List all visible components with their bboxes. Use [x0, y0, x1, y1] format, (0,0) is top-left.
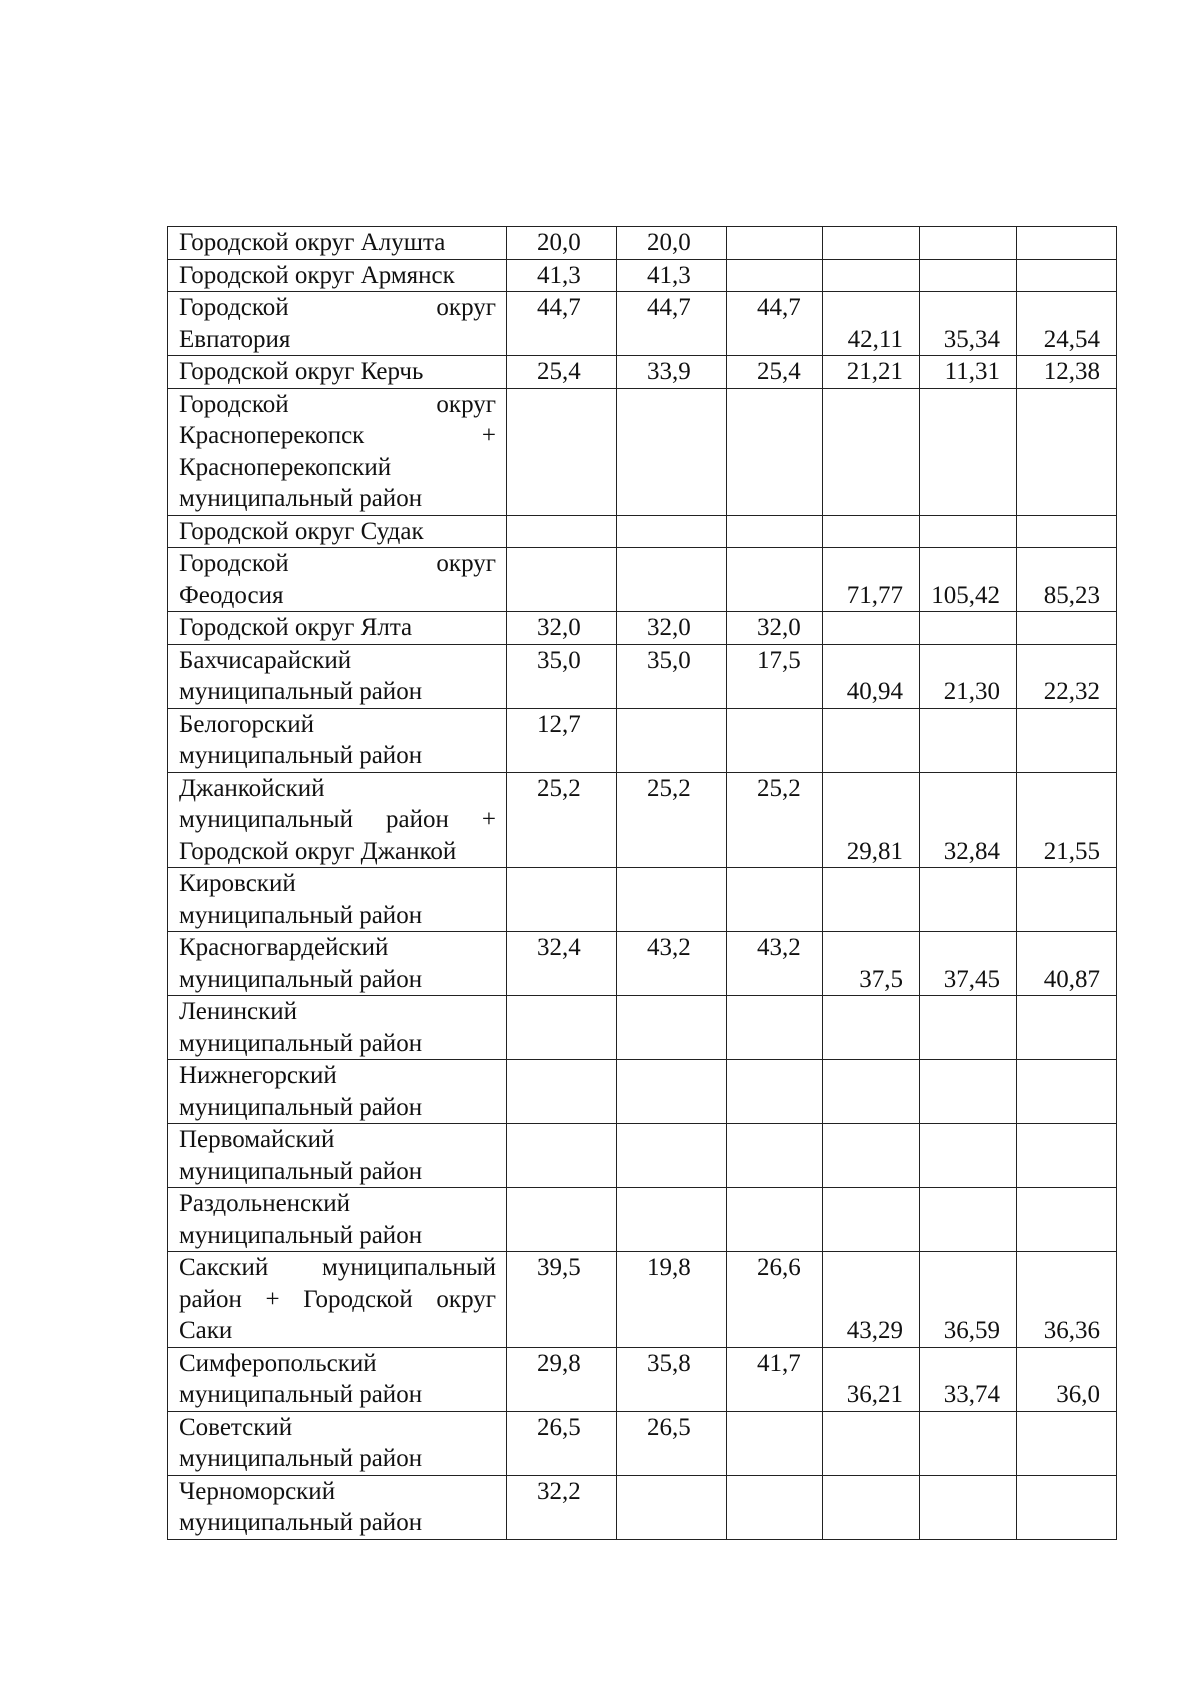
- value-cell-c5: [920, 996, 1017, 1060]
- value-cell-c5: [920, 515, 1017, 548]
- value-cell-c6: [1017, 259, 1117, 292]
- district-name-line: Кировский: [179, 870, 296, 897]
- district-name-line: муниципальный район: [179, 965, 423, 993]
- value-text: 43,29: [846, 1317, 903, 1344]
- table-row: [168, 1060, 1117, 1124]
- district-name-cell: [168, 388, 507, 515]
- district-name-line: район + Городской округ: [179, 1285, 496, 1313]
- value-text: 44,7: [757, 294, 801, 321]
- value-cell-c6: [1017, 1188, 1117, 1252]
- value-cell-c5: [920, 227, 1017, 260]
- district-name-line: Бахчисарайский: [179, 646, 352, 674]
- value-text: 36,59: [943, 1317, 1000, 1344]
- value-cell-c4: [823, 996, 920, 1060]
- value-text: 41,3: [537, 261, 581, 289]
- value-cell-c4: [823, 772, 920, 868]
- value-cell-c4: [823, 1347, 920, 1411]
- district-name-line: Городской округ Джанкой: [179, 837, 457, 865]
- value-cell-c4: [823, 356, 920, 389]
- value-cell-c1: [507, 644, 617, 708]
- value-text: 37,45: [943, 965, 1000, 993]
- value-cell-c4: [823, 612, 920, 645]
- table-row: [168, 548, 1117, 612]
- value-cell-c2: [617, 515, 727, 548]
- value-text: 40,94: [846, 678, 903, 705]
- value-cell-c1: [507, 612, 617, 645]
- district-name-cell: [168, 1124, 507, 1188]
- value-cell-c5: [920, 708, 1017, 772]
- district-name-line: Саки: [179, 1317, 233, 1344]
- district-name-cell: [168, 1411, 507, 1475]
- value-cell-c5: [920, 612, 1017, 645]
- value-cell-c2: [617, 772, 727, 868]
- value-cell-c2: [617, 292, 727, 356]
- value-cell-c2: [617, 612, 727, 645]
- value-text: 20,0: [537, 229, 581, 256]
- value-cell-c6: [1017, 356, 1117, 389]
- value-text: 35,8: [647, 1349, 691, 1377]
- value-cell-c5: [920, 292, 1017, 356]
- value-cell-c6: [1017, 772, 1117, 868]
- value-cell-c3: [727, 1188, 823, 1252]
- value-cell-c4: [823, 515, 920, 548]
- value-text: 26,6: [757, 1254, 801, 1281]
- value-cell-c3: [727, 259, 823, 292]
- table-row: [168, 356, 1117, 389]
- value-cell-c2: [617, 1411, 727, 1475]
- value-text: 32,4: [537, 934, 581, 961]
- district-name-line: Городской округ: [179, 390, 496, 418]
- district-name-line: Городской округ Армянск: [179, 261, 455, 289]
- value-cell-c3: [727, 1124, 823, 1188]
- value-text: 41,3: [647, 261, 691, 289]
- value-text: 40,87: [1043, 965, 1100, 993]
- value-text: 32,2: [537, 1477, 581, 1505]
- district-name-line: Красногвардейский: [179, 934, 389, 961]
- district-name-line: Красноперекопский: [179, 453, 392, 481]
- table-row: [168, 644, 1117, 708]
- value-cell-c6: [1017, 612, 1117, 645]
- value-text: 36,21: [846, 1381, 903, 1408]
- value-cell-c1: [507, 515, 617, 548]
- district-name-cell: [168, 996, 507, 1060]
- value-cell-c4: [823, 644, 920, 708]
- value-text: 25,2: [647, 774, 691, 802]
- value-cell-c1: [507, 356, 617, 389]
- table-row: [168, 1347, 1117, 1411]
- value-cell-c2: [617, 644, 727, 708]
- value-cell-c6: [1017, 388, 1117, 515]
- table-row: [168, 1475, 1117, 1539]
- value-cell-c4: [823, 932, 920, 996]
- value-cell-c5: [920, 259, 1017, 292]
- value-cell-c1: [507, 388, 617, 515]
- value-cell-c6: [1017, 868, 1117, 932]
- value-text: 24,54: [1043, 325, 1100, 353]
- district-name-line: Белогорский: [179, 710, 315, 738]
- value-cell-c5: [920, 1252, 1017, 1348]
- value-cell-c5: [920, 1411, 1017, 1475]
- value-cell-c1: [507, 1475, 617, 1539]
- district-name-cell: [168, 612, 507, 645]
- district-name-line: Первомайский: [179, 1126, 335, 1153]
- value-text: 43,2: [647, 934, 691, 961]
- district-name-line: муниципальный район: [179, 1221, 423, 1249]
- value-cell-c2: [617, 1475, 727, 1539]
- value-text: 35,34: [943, 325, 1000, 353]
- district-name-cell: [168, 1347, 507, 1411]
- value-cell-c5: [920, 356, 1017, 389]
- district-name-cell: [168, 1188, 507, 1252]
- value-cell-c3: [727, 772, 823, 868]
- value-text: 21,30: [943, 678, 1000, 705]
- value-cell-c2: [617, 356, 727, 389]
- district-name-line: Черноморский: [179, 1477, 336, 1505]
- district-name-line: Джанкойский: [179, 774, 325, 802]
- district-name-line: Евпатория: [179, 325, 291, 353]
- value-cell-c1: [507, 227, 617, 260]
- value-text: 44,7: [647, 294, 691, 321]
- value-cell-c5: [920, 388, 1017, 515]
- value-text: 35,0: [647, 646, 691, 674]
- value-cell-c1: [507, 259, 617, 292]
- district-name-cell: [168, 772, 507, 868]
- value-cell-c4: [823, 868, 920, 932]
- value-text: 71,77: [846, 581, 903, 609]
- value-cell-c5: [920, 1060, 1017, 1124]
- district-name-line: муниципальный район: [179, 1093, 423, 1121]
- value-cell-c3: [727, 388, 823, 515]
- value-cell-c6: [1017, 708, 1117, 772]
- value-cell-c6: [1017, 1411, 1117, 1475]
- value-cell-c1: [507, 1252, 617, 1348]
- table-row: [168, 932, 1117, 996]
- value-cell-c4: [823, 259, 920, 292]
- district-name-cell: [168, 868, 507, 932]
- district-name-line: Красноперекопск +: [179, 422, 496, 449]
- district-name-line: муниципальный район: [179, 742, 423, 769]
- value-cell-c4: [823, 227, 920, 260]
- district-name-cell: [168, 227, 507, 260]
- value-cell-c4: [823, 708, 920, 772]
- value-cell-c4: [823, 292, 920, 356]
- value-text: 20,0: [647, 229, 691, 256]
- district-name-line: муниципальный район +: [179, 806, 496, 833]
- value-cell-c3: [727, 996, 823, 1060]
- value-text: 42,11: [847, 325, 903, 353]
- value-text: 19,8: [647, 1254, 691, 1281]
- value-cell-c1: [507, 1124, 617, 1188]
- value-text: 26,5: [647, 1413, 691, 1441]
- value-cell-c4: [823, 1188, 920, 1252]
- value-cell-c6: [1017, 1124, 1117, 1188]
- district-name-line: муниципальный район: [179, 1509, 423, 1536]
- value-text: 25,4: [537, 358, 581, 385]
- value-cell-c3: [727, 932, 823, 996]
- district-name-line: муниципальный район: [179, 1381, 423, 1408]
- district-name-line: Нижнегорский: [179, 1062, 337, 1089]
- value-cell-c2: [617, 259, 727, 292]
- district-name-cell: [168, 708, 507, 772]
- table-body: [168, 227, 1117, 1540]
- value-cell-c6: [1017, 515, 1117, 548]
- value-cell-c6: [1017, 932, 1117, 996]
- value-text: 36,36: [1043, 1317, 1100, 1344]
- district-name-line: муниципальный район: [179, 678, 423, 705]
- district-name-line: Городской округ Судак: [179, 517, 424, 545]
- district-name-line: муниципальный район: [179, 1029, 423, 1057]
- value-cell-c3: [727, 1475, 823, 1539]
- district-name-cell: [168, 515, 507, 548]
- value-cell-c3: [727, 612, 823, 645]
- value-cell-c3: [727, 548, 823, 612]
- value-cell-c5: [920, 932, 1017, 996]
- district-name-line: Городской округ Ялта: [179, 614, 413, 641]
- value-cell-c1: [507, 1188, 617, 1252]
- value-cell-c1: [507, 772, 617, 868]
- value-cell-c1: [507, 708, 617, 772]
- value-text: 29,81: [846, 837, 903, 865]
- district-name-line: Городской округ: [179, 550, 496, 577]
- district-name-line: муниципальный район: [179, 901, 423, 929]
- value-cell-c3: [727, 515, 823, 548]
- value-text: 29,8: [537, 1349, 581, 1377]
- district-name-cell: [168, 1060, 507, 1124]
- value-text: 43,2: [757, 934, 801, 961]
- value-cell-c5: [920, 548, 1017, 612]
- table-row: [168, 612, 1117, 645]
- value-cell-c2: [617, 548, 727, 612]
- value-text: 41,7: [757, 1349, 801, 1377]
- value-text: 25,2: [757, 774, 801, 802]
- table-row: [168, 227, 1117, 260]
- value-cell-c3: [727, 227, 823, 260]
- table-row: [168, 868, 1117, 932]
- value-cell-c3: [727, 1252, 823, 1348]
- value-cell-c4: [823, 1252, 920, 1348]
- district-name-line: Ленинский: [179, 998, 298, 1025]
- value-text: 26,5: [537, 1413, 581, 1441]
- district-name-cell: [168, 356, 507, 389]
- table-row: [168, 1411, 1117, 1475]
- value-cell-c1: [507, 292, 617, 356]
- district-name-line: Сакский муниципальный: [179, 1254, 496, 1281]
- value-cell-c1: [507, 548, 617, 612]
- value-text: 39,5: [537, 1254, 581, 1281]
- district-name-line: Феодосия: [179, 581, 284, 609]
- value-text: 32,0: [757, 614, 801, 641]
- value-text: 21,21: [846, 358, 903, 385]
- value-cell-c5: [920, 1124, 1017, 1188]
- district-name-cell: [168, 932, 507, 996]
- value-cell-c3: [727, 292, 823, 356]
- value-cell-c1: [507, 1060, 617, 1124]
- value-cell-c5: [920, 644, 1017, 708]
- value-cell-c1: [507, 868, 617, 932]
- value-text: 32,84: [943, 837, 1000, 865]
- district-name-line: муниципальный район: [179, 1157, 423, 1185]
- value-cell-c6: [1017, 1475, 1117, 1539]
- value-cell-c4: [823, 548, 920, 612]
- value-cell-c3: [727, 1060, 823, 1124]
- district-name-line: Симферопольский: [179, 1349, 377, 1377]
- value-cell-c2: [617, 996, 727, 1060]
- value-cell-c4: [823, 1060, 920, 1124]
- value-cell-c3: [727, 868, 823, 932]
- district-name-cell: [168, 1475, 507, 1539]
- value-cell-c2: [617, 1060, 727, 1124]
- value-cell-c4: [823, 388, 920, 515]
- value-cell-c3: [727, 708, 823, 772]
- value-text: 36,0: [1056, 1381, 1100, 1408]
- value-cell-c3: [727, 1411, 823, 1475]
- value-cell-c2: [617, 708, 727, 772]
- value-cell-c5: [920, 1347, 1017, 1411]
- value-cell-c3: [727, 356, 823, 389]
- value-cell-c1: [507, 1411, 617, 1475]
- value-cell-c3: [727, 1347, 823, 1411]
- value-cell-c2: [617, 932, 727, 996]
- district-name-line: Советский: [179, 1413, 293, 1441]
- value-cell-c2: [617, 388, 727, 515]
- district-name-line: Городской округ: [179, 294, 496, 321]
- value-text: 25,4: [757, 358, 801, 385]
- district-name-line: муниципальный район: [179, 1445, 423, 1472]
- value-text: 11,31: [944, 358, 1000, 385]
- district-name-cell: [168, 644, 507, 708]
- value-cell-c5: [920, 868, 1017, 932]
- value-text: 22,32: [1043, 678, 1100, 705]
- value-text: 35,0: [537, 646, 581, 674]
- table-row: [168, 772, 1117, 868]
- value-cell-c5: [920, 1475, 1017, 1539]
- value-cell-c6: [1017, 1347, 1117, 1411]
- table-row: [168, 1124, 1117, 1188]
- value-text: 12,7: [537, 710, 581, 738]
- value-cell-c1: [507, 932, 617, 996]
- district-name-line: Городской округ Алушта: [179, 229, 446, 256]
- table-row: [168, 292, 1117, 356]
- value-text: 37,5: [859, 965, 903, 993]
- value-cell-c2: [617, 227, 727, 260]
- table-row: [168, 708, 1117, 772]
- value-cell-c1: [507, 1347, 617, 1411]
- value-cell-c2: [617, 1188, 727, 1252]
- table-row: [168, 388, 1117, 515]
- value-cell-c2: [617, 868, 727, 932]
- value-text: 17,5: [757, 646, 801, 674]
- value-cell-c6: [1017, 292, 1117, 356]
- district-name-line: Городской округ Керчь: [179, 358, 424, 385]
- value-cell-c4: [823, 1475, 920, 1539]
- value-cell-c6: [1017, 548, 1117, 612]
- district-name-line: Раздольненский: [179, 1190, 351, 1217]
- table-row: [168, 259, 1117, 292]
- district-name-cell: [168, 259, 507, 292]
- value-cell-c2: [617, 1347, 727, 1411]
- value-cell-c5: [920, 1188, 1017, 1252]
- district-name-cell: [168, 1252, 507, 1348]
- value-cell-c4: [823, 1411, 920, 1475]
- value-cell-c3: [727, 644, 823, 708]
- value-text: 44,7: [537, 294, 581, 321]
- value-text: 85,23: [1043, 581, 1100, 609]
- value-cell-c6: [1017, 1060, 1117, 1124]
- district-name-cell: [168, 548, 507, 612]
- value-cell-c2: [617, 1124, 727, 1188]
- value-cell-c1: [507, 996, 617, 1060]
- district-name-cell: [168, 292, 507, 356]
- value-cell-c5: [920, 772, 1017, 868]
- value-text: 105,42: [931, 581, 1000, 609]
- value-text: 33,9: [647, 358, 691, 385]
- value-cell-c6: [1017, 996, 1117, 1060]
- value-cell-c6: [1017, 1252, 1117, 1348]
- value-text: 21,55: [1043, 837, 1100, 865]
- value-cell-c6: [1017, 227, 1117, 260]
- value-text: 32,0: [537, 614, 581, 641]
- value-text: 12,38: [1043, 358, 1100, 385]
- value-cell-c6: [1017, 644, 1117, 708]
- table-row: [168, 1252, 1117, 1348]
- value-cell-c4: [823, 1124, 920, 1188]
- value-text: 32,0: [647, 614, 691, 641]
- value-text: 25,2: [537, 774, 581, 802]
- value-cell-c2: [617, 1252, 727, 1348]
- table-row: [168, 1188, 1117, 1252]
- district-name-line: муниципальный район: [179, 485, 423, 512]
- data-table: [167, 226, 1117, 1540]
- value-text: 33,74: [943, 1381, 1000, 1408]
- table-row: [168, 515, 1117, 548]
- table-row: [168, 996, 1117, 1060]
